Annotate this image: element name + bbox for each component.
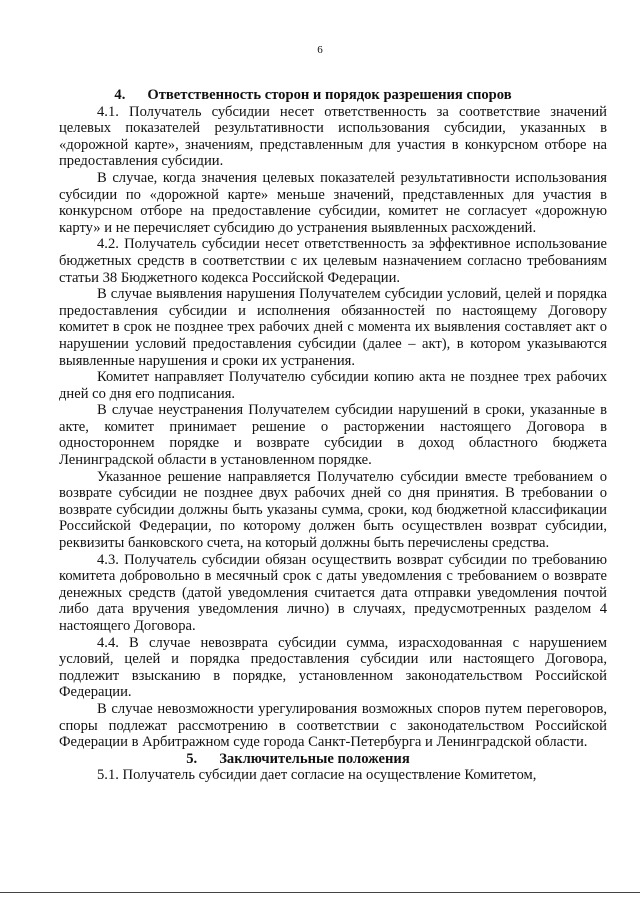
paragraph: В случае невозможности урегулирования возможных споров путем переговоров, споры подлежат рассмотрению в соответствии с законодательством Российской Федерации в Арбитражном суде города Санкт-Петербурга и Ленинградской области. [59, 700, 607, 751]
page-edge-line [0, 892, 640, 893]
paragraph: 4.2. Получатель субсидии несет ответственность за эффективное использование бюджетных средств в соответствии с их целевым назначением согласно требованиям статьи 38 Бюджетного кодекса Российской Федерации. [59, 236, 607, 286]
section-number: 5. [186, 750, 198, 767]
paragraph: В случае выявления нарушения Получателем субсидии условий, целей и порядка предоставления субсидии и исполнения обязанностей по настоящему Договору комитет в срок не позднее трех рабочих дней с момента их выявления составляет акт о нарушении условий предоставления субсидии (далее – акт), в котором указываются выявленные нарушения и сроки их устранения. [59, 286, 607, 369]
paragraph: В случае, когда значения целевых показателей результативности использования субсидии по «дорожной карте» меньше значений, представленных для участия в конкурсном отборе на предоставление субсидии, комитет не согласует «дорожную карту» и не перечисляет субсидию до устранения выявленных расхождений. [59, 169, 607, 236]
paragraph: Указанное решение направляется Получателю субсидии вместе требованием о возврате субсидии не позднее двух рабочих дней со дня принятия. В требовании о возврате субсидии должны быть указаны сумма, сроки, код бюджетной классификации Российской Федерации, по которому должен быть осуществлен возврат субсидии, реквизиты банковского счета, на который должны быть перечислены средства. [59, 468, 607, 552]
paragraph: Комитет направляет Получателю субсидии копию акта не позднее трех рабочих дней со дня его подписания. [59, 369, 607, 402]
section-heading-5 [59, 751, 607, 768]
paragraph: 4.4. В случае невозврата субсидии сумма, израсходованная с нарушением условий, целей и порядка предоставления субсидии или настоящего Договора, подлежит взысканию в порядке, установленном законодательством Российской Федерации. [59, 634, 607, 701]
section-number: 4. [114, 87, 126, 103]
paragraph: 5.1. Получатель субсидии дает согласие на осуществление Комитетом, [97, 767, 537, 784]
paragraph: 4.1. Получатель субсидии несет ответственность за соответствие значений целевых показателей результативности использования субсидии, указанных в «дорожной карте», значениям, представленным для участия в конкурсном отборе на предоставления субсидии. [59, 103, 607, 170]
section-heading-4 [59, 87, 607, 104]
section-title: Ответственность сторон и порядок разрешения споров [147, 87, 512, 103]
document-body [59, 87, 607, 784]
paragraph: В случае неустранения Получателем субсидии нарушений в сроки, указанные в акте, комитет принимает решение о расторжении настоящего Договора в одностороннем порядке и возврате субсидии в доход областного бюджета Ленинградской области в установленном порядке. [59, 402, 607, 469]
paragraph: 4.3. Получатель субсидии обязан осуществить возврат субсидии по требованию комитета добровольно в месячный срок с даты уведомления с требованием о возврате денежных средств (датой уведомления считается дата отправки уведомления почтой либо дата вручения уведомления лично) в случаях, предусмотренных разделом 4 настоящего Договора. [59, 551, 607, 634]
page-number: 6 [317, 44, 323, 56]
section-title: Заключительные положения [219, 750, 410, 767]
